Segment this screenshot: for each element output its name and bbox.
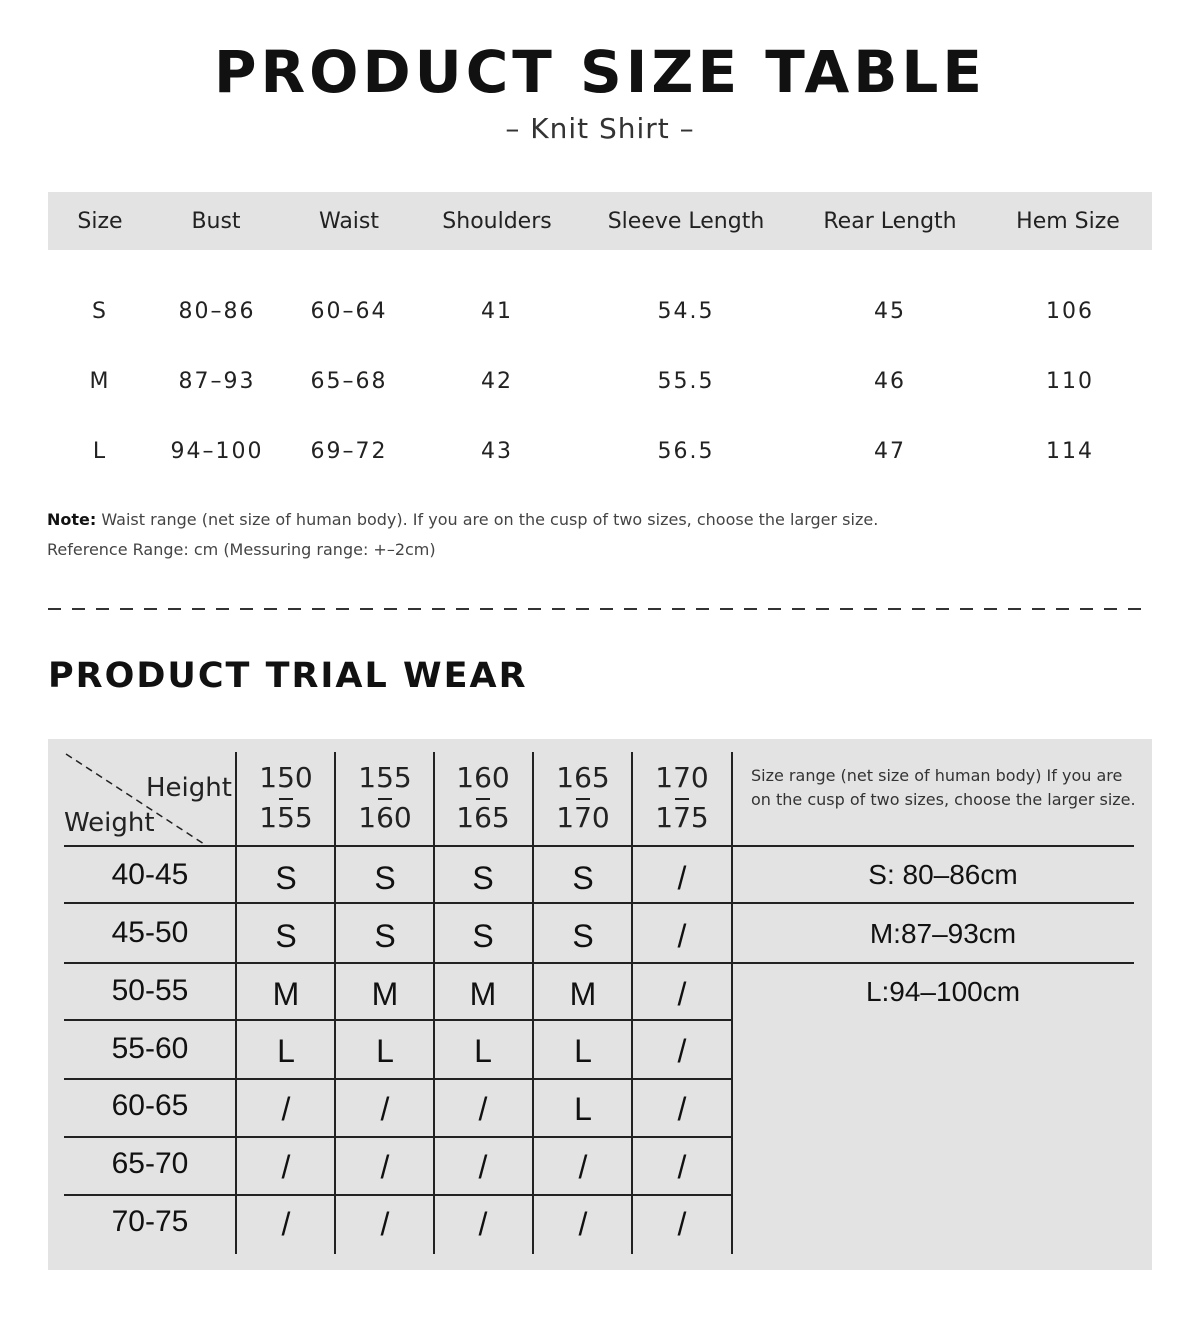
fit-cell: M	[272, 976, 300, 1012]
shoulders-cell: 43	[481, 439, 513, 464]
table-row	[48, 293, 1152, 333]
fit-cell: /	[380, 1091, 390, 1127]
row-divider	[64, 845, 1134, 847]
fit-cell: M	[371, 976, 399, 1012]
hem-size-cell: 110	[1046, 369, 1094, 394]
rear-length-cell: 47	[874, 439, 906, 464]
section-title: PRODUCT TRIAL WEAR	[48, 656, 528, 696]
fit-cell: S	[472, 860, 494, 896]
size-cell: M	[89, 369, 111, 394]
fit-cell: S	[275, 918, 297, 954]
fit-cell: /	[677, 1206, 687, 1242]
row-divider	[64, 1019, 732, 1021]
range-bar	[675, 798, 689, 800]
fit-cell: /	[281, 1091, 291, 1127]
height-to: 160	[358, 801, 412, 834]
fit-cell: S	[374, 860, 396, 896]
note-text: Waist range (net size of human body). If you are on the cusp of two sizes, choose the larger size.	[96, 510, 879, 529]
fit-cell: /	[478, 1149, 488, 1185]
fit-cell: L	[574, 1091, 592, 1127]
waist-cell: 65–68	[310, 369, 388, 394]
size-table-header	[48, 192, 1152, 250]
column-header-shoulders: Shoulders	[442, 209, 552, 234]
fit-cell: /	[281, 1149, 291, 1185]
row-divider	[64, 1078, 732, 1080]
row-divider	[64, 1136, 732, 1138]
height-from: 165	[556, 761, 610, 794]
note-line	[47, 510, 878, 529]
fit-cell: L	[277, 1033, 295, 1069]
weight-cell: 55-60	[111, 1032, 189, 1065]
range-l: L:94–100cm	[865, 976, 1021, 1007]
fit-cell: S	[275, 860, 297, 896]
dashed-divider	[48, 608, 1152, 610]
sleeve-length-cell: 55.5	[657, 369, 715, 394]
height-range-header	[236, 761, 336, 834]
shoulders-cell: 42	[481, 369, 513, 394]
fit-cell: /	[578, 1149, 588, 1185]
height-from: 150	[259, 761, 313, 794]
height-to: 175	[655, 801, 709, 834]
corner-weight-label: Weight	[64, 808, 155, 838]
bust-cell: 87–93	[178, 369, 256, 394]
height-from: 170	[655, 761, 709, 794]
rear-length-cell: 46	[874, 369, 906, 394]
hem-size-cell: 114	[1046, 439, 1094, 464]
row-divider	[64, 962, 1134, 964]
fit-cell: L	[474, 1033, 492, 1069]
height-to: 155	[259, 801, 313, 834]
note-label: Note:	[47, 510, 97, 529]
weight-cell: 40-45	[111, 858, 189, 891]
waist-cell: 60–64	[310, 299, 388, 324]
range-bar	[576, 798, 590, 800]
row-divider	[64, 902, 1134, 904]
page-subtitle: – Knit Shirt –	[505, 112, 695, 145]
range-bar	[476, 798, 490, 800]
fit-cell: /	[578, 1206, 588, 1242]
fit-cell: /	[281, 1206, 291, 1242]
column-header-sleeve-length: Sleeve Length	[607, 209, 765, 234]
table-row	[48, 433, 1152, 473]
fit-cell: M	[469, 976, 497, 1012]
weight-cell: 65-70	[111, 1147, 189, 1180]
size-cell: L	[92, 439, 108, 464]
fit-cell: /	[478, 1091, 488, 1127]
range-s: S: 80–86cm	[868, 859, 1018, 890]
fit-cell: /	[677, 1033, 687, 1069]
bust-cell: 94–100	[170, 439, 264, 464]
height-to: 165	[456, 801, 510, 834]
weight-cell: 60-65	[111, 1089, 189, 1122]
waist-cell: 69–72	[310, 439, 388, 464]
page-title: PRODUCT SIZE TABLE	[214, 38, 986, 106]
hem-size-cell: 106	[1046, 299, 1094, 324]
bust-cell: 80–86	[178, 299, 256, 324]
height-range-header	[632, 761, 732, 834]
rear-length-cell: 45	[874, 299, 906, 324]
column-header-waist: Waist	[318, 209, 380, 234]
shoulders-cell: 41	[481, 299, 513, 324]
column-header-rear-length: Rear Length	[823, 209, 957, 234]
column-header-size: Size	[77, 209, 123, 234]
range-bar	[378, 798, 392, 800]
fit-cell: S	[572, 918, 594, 954]
height-to: 170	[556, 801, 610, 834]
fit-cell: L	[376, 1033, 394, 1069]
weight-cell: 45-50	[111, 916, 189, 949]
size-cell: S	[92, 299, 108, 324]
fit-cell: M	[569, 976, 597, 1012]
corner-height-label: Height	[146, 773, 232, 803]
table-row	[48, 363, 1152, 403]
fit-cell: /	[677, 1149, 687, 1185]
height-from: 160	[456, 761, 510, 794]
fit-cell: /	[677, 918, 687, 954]
height-range-header	[533, 761, 633, 834]
size-range-note: Size range (net size of human body) If you are on the cusp of two sizes, choose the larger size.	[751, 766, 1136, 809]
fit-cell: /	[478, 1206, 488, 1242]
column-header-hem-size: Hem Size	[1016, 209, 1120, 234]
fit-cell: /	[677, 860, 687, 896]
fit-cell: /	[380, 1149, 390, 1185]
fit-cell: S	[472, 918, 494, 954]
fit-cell: S	[572, 860, 594, 896]
fit-cell: /	[380, 1206, 390, 1242]
range-bar	[279, 798, 293, 800]
sleeve-length-cell: 54.5	[657, 299, 715, 324]
fit-cell: /	[677, 976, 687, 1012]
height-range-header	[433, 761, 533, 834]
fit-cell: S	[374, 918, 396, 954]
fit-cell: /	[677, 1091, 687, 1127]
weight-cell: 70-75	[111, 1205, 189, 1238]
range-m: M:87–93cm	[869, 918, 1017, 949]
sleeve-length-cell: 56.5	[657, 439, 715, 464]
height-range-header	[335, 761, 435, 834]
column-header-bust: Bust	[191, 209, 241, 234]
row-divider	[64, 1194, 732, 1196]
weight-cell: 50-55	[111, 974, 189, 1007]
height-from: 155	[358, 761, 412, 794]
fit-cell: L	[574, 1033, 592, 1069]
reference-range-note: Reference Range: cm (Messuring range: +–2cm)	[47, 540, 436, 559]
